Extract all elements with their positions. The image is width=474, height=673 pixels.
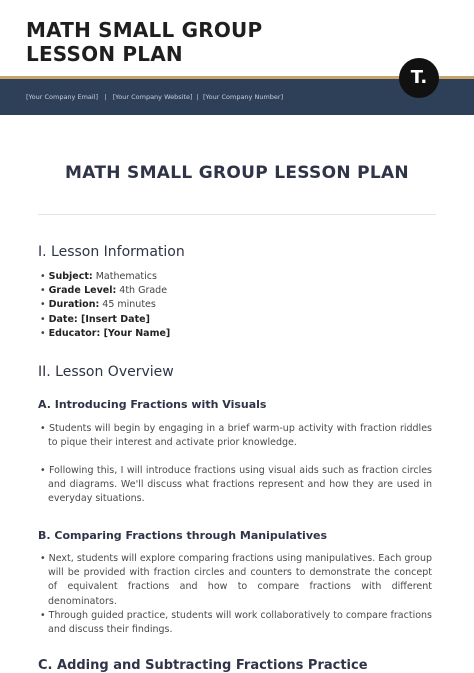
section-heading-lesson-overview: II. Lesson Overview bbox=[38, 364, 174, 380]
paragraph: • Through guided practice, students will work collaboratively to compare fractions and discuss their findings. bbox=[40, 610, 432, 636]
subsection-heading-c: C. Adding and Subtracting Fractions Practice bbox=[38, 658, 368, 673]
divider bbox=[38, 214, 436, 215]
paragraph: • Following this, I will introduce fractions using visual aids such as fraction circles and diagrams. We'll discuss what fractions represent and how they are used in everyday situations. bbox=[40, 465, 432, 505]
paragraph: • Students will begin by engaging in a brief warm-up activity with fraction riddles to pique their interest and activate prior knowledge. bbox=[40, 423, 432, 449]
document-title-line2: LESSON PLAN bbox=[26, 42, 183, 66]
company-contact-line: [Your Company Email] | [Your Company Website] | [Your Company Number] bbox=[26, 93, 284, 101]
document-title bbox=[26, 18, 346, 66]
section-heading-lesson-information: I. Lesson Information bbox=[38, 244, 185, 260]
subsection-heading-b: B. Comparing Fractions through Manipulatives bbox=[38, 529, 327, 542]
company-logo: T. bbox=[399, 58, 439, 98]
list-item: • Date: [Insert Date] bbox=[40, 313, 150, 325]
paragraph: • Next, students will explore comparing fractions using manipulatives. Each group will be provided with fraction circles and counters to demonstrate the concept of equivalent fractions and how to compare fractions with different denominators. bbox=[40, 553, 432, 607]
page-title: MATH SMALL GROUP LESSON PLAN bbox=[65, 163, 409, 183]
list-item: • Educator: [Your Name] bbox=[40, 327, 171, 339]
subsection-heading-a: A. Introducing Fractions with Visuals bbox=[38, 398, 267, 411]
lesson-information-list bbox=[40, 270, 170, 341]
document-header bbox=[0, 0, 474, 115]
list-item: • Subject: Mathematics bbox=[40, 271, 157, 282]
list-item: • Grade Level: 4th Grade bbox=[40, 285, 168, 297]
list-item: • Duration: 45 minutes bbox=[40, 299, 156, 311]
document-title-line1: MATH SMALL GROUP bbox=[26, 18, 263, 42]
